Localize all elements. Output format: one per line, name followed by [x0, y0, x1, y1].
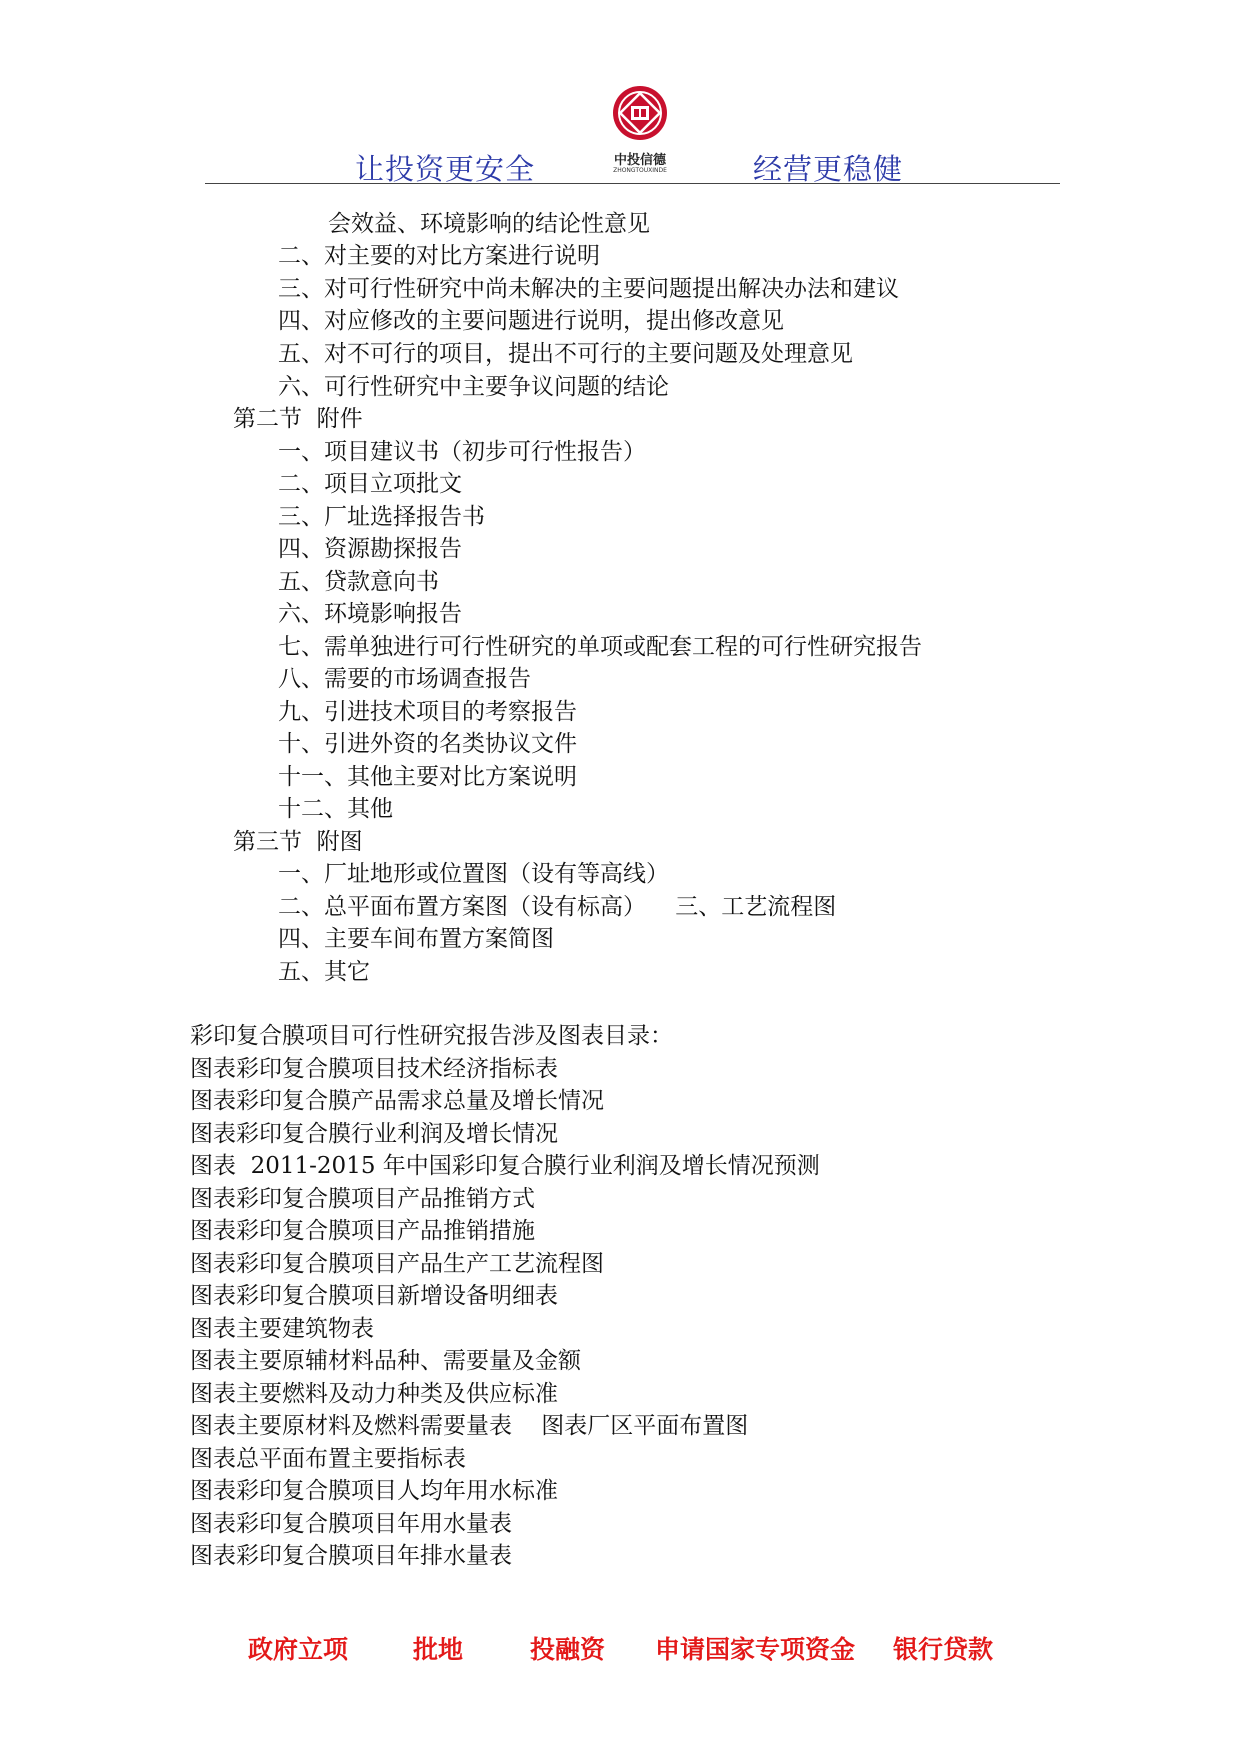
toc-line: 五、对不可行的项目，提出不可行的主要问题及处理意见 — [278, 341, 853, 367]
toc-line: 七、需单独进行可行性研究的单项或配套工程的可行性研究报告 — [278, 634, 922, 660]
toc-line: 六、环境影响报告 — [278, 601, 462, 627]
toc-line: 十一、其他主要对比方案说明 — [278, 764, 577, 790]
toc-line: 九、引进技术项目的考察报告 — [278, 699, 577, 725]
toc-line: 六、可行性研究中主要争议问题的结论 — [278, 374, 669, 400]
figure-list-item: 图表彩印复合膜项目产品生产工艺流程图 — [190, 1251, 604, 1277]
figure-list-item: 图表彩印复合膜行业利润及增长情况 — [190, 1121, 558, 1147]
toc-line: 三、对可行性研究中尚未解决的主要问题提出解决办法和建议 — [278, 276, 899, 302]
figure-list-item: 图表彩印复合膜项目年用水量表 — [190, 1511, 512, 1537]
figure-list-item: 图表主要燃料及动力种类及供应标准 — [190, 1381, 558, 1407]
toc-line: 二、总平面布置方案图（设有标高） 三、工艺流程图 — [278, 894, 837, 920]
header-slogan-left: 让投资更安全 — [355, 152, 536, 186]
toc-line: 五、其它 — [278, 959, 370, 985]
footer-link-bank-loan[interactable]: 银行贷款 — [893, 1635, 994, 1664]
section-heading: 第二节 附件 — [233, 406, 363, 432]
toc-line: 四、资源勘探报告 — [278, 536, 462, 562]
header-slogan-right: 经营更稳健 — [753, 152, 904, 186]
figure-list-item: 图表 2011-2015 年中国彩印复合膜行业利润及增长情况预测 — [190, 1153, 820, 1179]
toc-line: 二、对主要的对比方案进行说明 — [278, 243, 600, 269]
figure-list-item: 图表彩印复合膜项目技术经济指标表 — [190, 1056, 558, 1082]
footer-link-project-approval[interactable]: 政府立项 — [248, 1635, 349, 1664]
figure-list-item: 图表主要原材料及燃料需要量表 图表厂区平面布置图 — [190, 1413, 749, 1439]
figure-list-item: 图表彩印复合膜项目产品推销方式 — [190, 1186, 535, 1212]
figure-list-item: 图表彩印复合膜项目新增设备明细表 — [190, 1283, 558, 1309]
logo-subtitle: ZHONGTOUXINDE — [613, 167, 667, 174]
toc-line: 一、项目建议书（初步可行性报告） — [278, 439, 646, 465]
footer-link-financing[interactable]: 投融资 — [530, 1635, 606, 1664]
footer-link-land-approval[interactable]: 批地 — [413, 1635, 464, 1664]
toc-line: 会效益、环境影响的结论性意见 — [328, 211, 650, 237]
toc-line: 四、对应修改的主要问题进行说明，提出修改意见 — [278, 308, 784, 334]
toc-line: 十二、其他 — [278, 796, 393, 822]
figure-list-heading: 彩印复合膜项目可行性研究报告涉及图表目录： — [190, 1023, 673, 1049]
figure-list-item: 图表主要原辅材料品种、需要量及金额 — [190, 1348, 581, 1374]
figure-list-item: 图表主要建筑物表 — [190, 1316, 374, 1342]
toc-line: 十、引进外资的名类协议文件 — [278, 731, 577, 757]
footer-link-special-funds[interactable]: 申请国家专项资金 — [655, 1635, 856, 1664]
figure-list-item: 图表彩印复合膜项目人均年用水标准 — [190, 1478, 558, 1504]
toc-line: 二、项目立项批文 — [278, 471, 462, 497]
figure-list-item: 图表总平面布置主要指标表 — [190, 1446, 466, 1472]
toc-line: 八、需要的市场调查报告 — [278, 666, 531, 692]
figure-list-item: 图表彩印复合膜项目年排水量表 — [190, 1543, 512, 1569]
toc-line: 四、主要车间布置方案简图 — [278, 926, 554, 952]
page-header — [205, 85, 1060, 185]
header-divider — [205, 183, 1060, 184]
figure-list-item: 图表彩印复合膜产品需求总量及增长情况 — [190, 1088, 604, 1114]
toc-line: 一、厂址地形或位置图（设有等高线） — [278, 861, 669, 887]
figure-list-item: 图表彩印复合膜项目产品推销措施 — [190, 1218, 535, 1244]
logo-brand-text: 中投信德 — [613, 153, 666, 168]
toc-line: 五、贷款意向书 — [278, 569, 439, 595]
toc-line: 三、厂址选择报告书 — [278, 504, 485, 530]
section-heading: 第三节 附图 — [233, 829, 363, 855]
